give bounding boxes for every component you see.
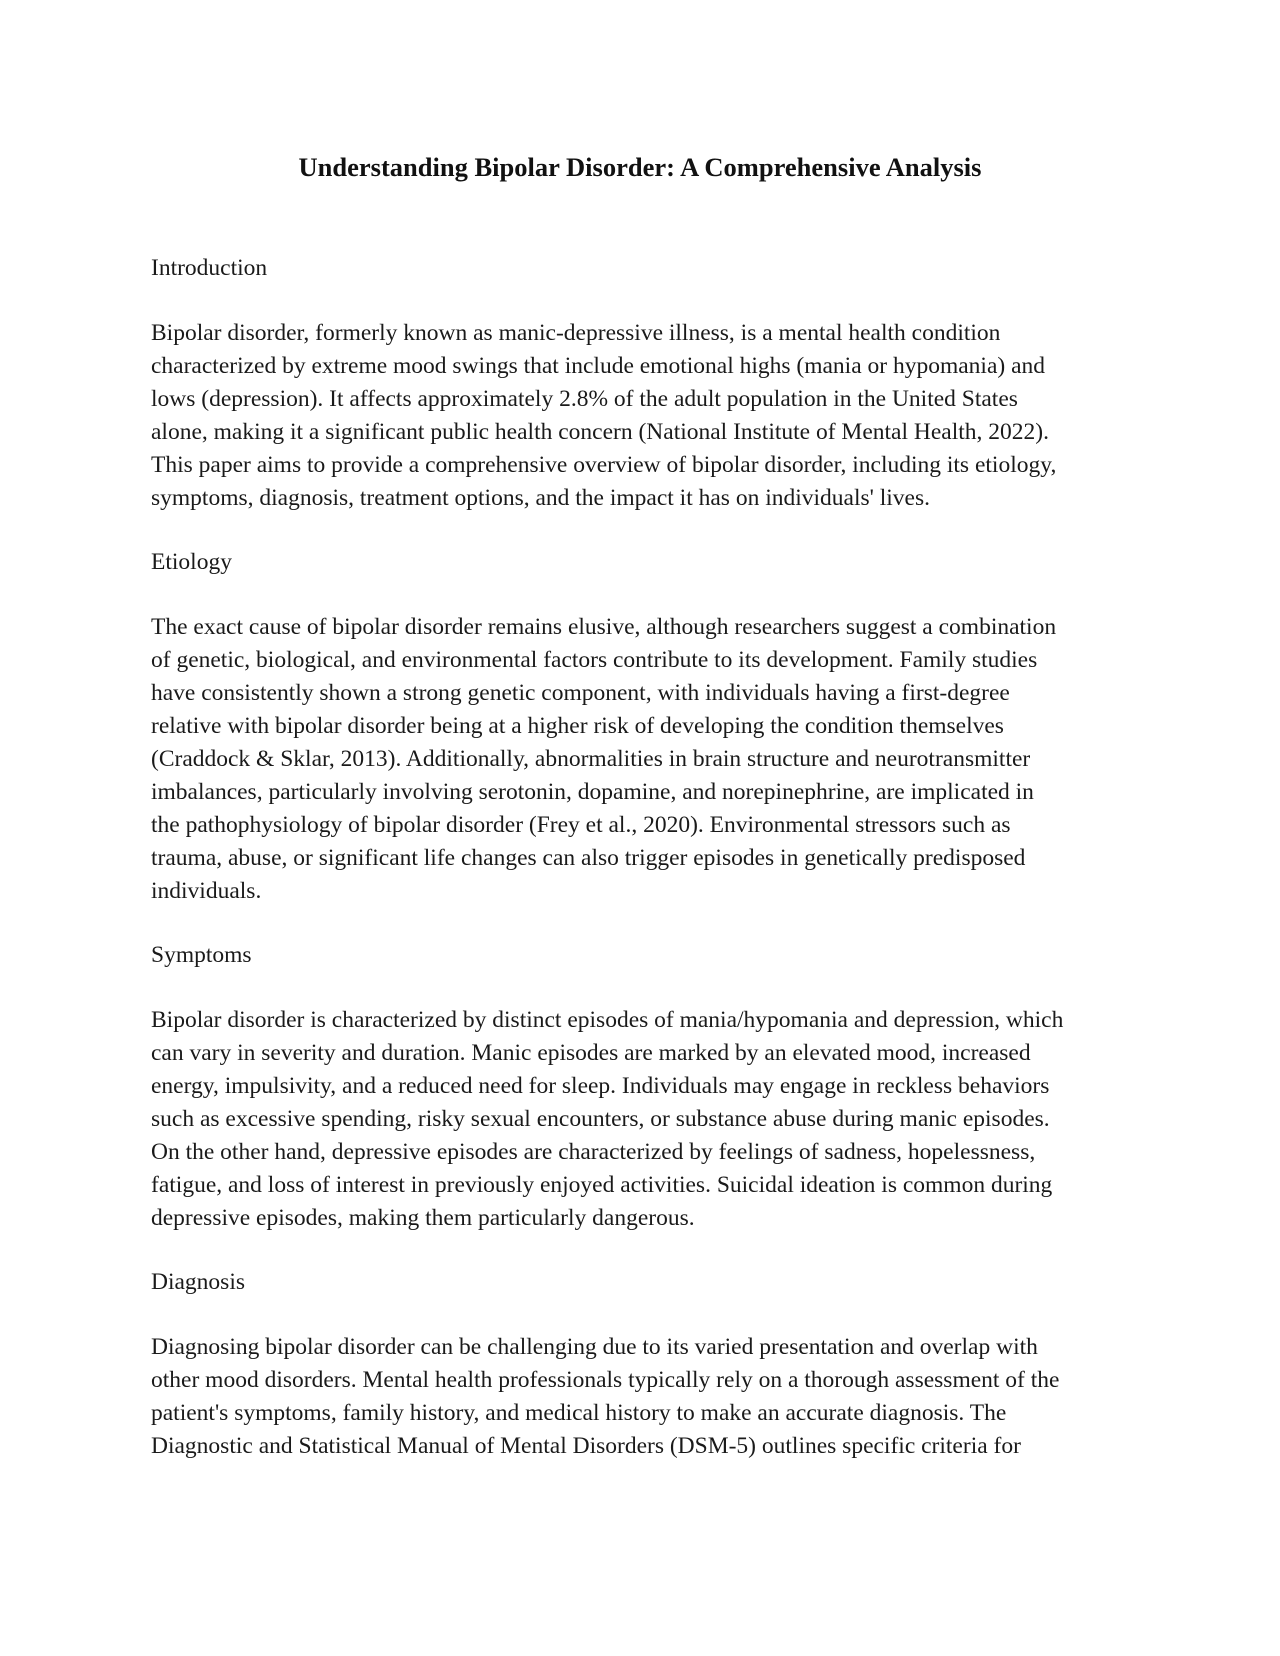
paragraph-line: characterized by extreme mood swings that include emotional highs (mania or hypomania) and [151, 353, 1046, 379]
paragraph-line: imbalances, particularly involving serotonin, dopamine, and norepinephrine, are implicated in [151, 779, 1034, 805]
paragraph-line: of genetic, biological, and environmental factors contribute to its development. Family studies [151, 647, 1038, 673]
paragraph-line: the pathophysiology of bipolar disorder (Frey et al., 2020). Environmental stressors such as [151, 812, 1011, 838]
paragraph-line: This paper aims to provide a comprehensive overview of bipolar disorder, including its etiology, [151, 452, 1057, 478]
paragraph-line: Diagnosing bipolar disorder can be challenging due to its varied presentation and overlap with [151, 1334, 1038, 1360]
paragraph-line: trauma, abuse, or significant life changes can also trigger episodes in genetically predisposed [151, 845, 1026, 871]
paragraph-line: individuals. [151, 878, 262, 904]
paragraph-line: energy, impulsivity, and a reduced need for sleep. Individuals may engage in reckless behaviors [151, 1073, 1050, 1099]
section-paragraph [151, 317, 1141, 515]
section-heading: Symptoms [151, 942, 252, 968]
paragraph-line: can vary in severity and duration. Manic episodes are marked by an elevated mood, increased [151, 1040, 1031, 1066]
paragraph-line: depressive episodes, making them particularly dangerous. [151, 1205, 695, 1231]
paragraph-line: such as excessive spending, risky sexual encounters, or substance abuse during manic episodes. [151, 1106, 1050, 1132]
section-introduction [151, 252, 1141, 515]
paragraph-line: Bipolar disorder is characterized by distinct episodes of mania/hypomania and depression, which [151, 1007, 1064, 1033]
document-body [151, 252, 1141, 1494]
paragraph-line: symptoms, diagnosis, treatment options, and the impact it has on individuals' lives. [151, 485, 930, 511]
section-heading: Etiology [151, 549, 232, 575]
paragraph-line: The exact cause of bipolar disorder remains elusive, although researchers suggest a combination [151, 614, 1057, 640]
section-heading: Introduction [151, 255, 268, 281]
paragraph-line: relative with bipolar disorder being at a higher risk of developing the condition themselves [151, 713, 1004, 739]
section-etiology [151, 546, 1141, 908]
paragraph-line: have consistently shown a strong genetic component, with individuals having a first-degree [151, 680, 1010, 706]
paragraph-line: (Craddock & Sklar, 2013). Additionally, abnormalities in brain structure and neurotransmitter [151, 746, 1031, 772]
paragraph-line: lows (depression). It affects approximately 2.8% of the adult population in the United States [151, 386, 1018, 412]
document-title: Understanding Bipolar Disorder: A Comprehensive Analysis [298, 152, 982, 182]
section-paragraph [151, 1004, 1141, 1235]
section-symptoms [151, 939, 1141, 1235]
section-heading: Diagnosis [151, 1269, 245, 1295]
paragraph-line: Diagnostic and Statistical Manual of Mental Disorders (DSM-5) outlines specific criteria for [151, 1433, 1021, 1459]
paragraph-line: Bipolar disorder, formerly known as manic-depressive illness, is a mental health condition [151, 320, 1001, 346]
section-paragraph [151, 611, 1141, 908]
section-diagnosis [151, 1266, 1141, 1463]
paragraph-line: other mood disorders. Mental health professionals typically rely on a thorough assessment of the [151, 1367, 1060, 1393]
paragraph-line: On the other hand, depressive episodes are characterized by feelings of sadness, hopelessness, [151, 1139, 1036, 1165]
paragraph-line: alone, making it a significant public health concern (National Institute of Mental Health, 2022). [151, 419, 1049, 445]
section-paragraph [151, 1331, 1141, 1463]
paragraph-line: patient's symptoms, family history, and medical history to make an accurate diagnosis. The [151, 1400, 1007, 1426]
paragraph-line: fatigue, and loss of interest in previously enjoyed activities. Suicidal ideation is common during [151, 1172, 1053, 1198]
